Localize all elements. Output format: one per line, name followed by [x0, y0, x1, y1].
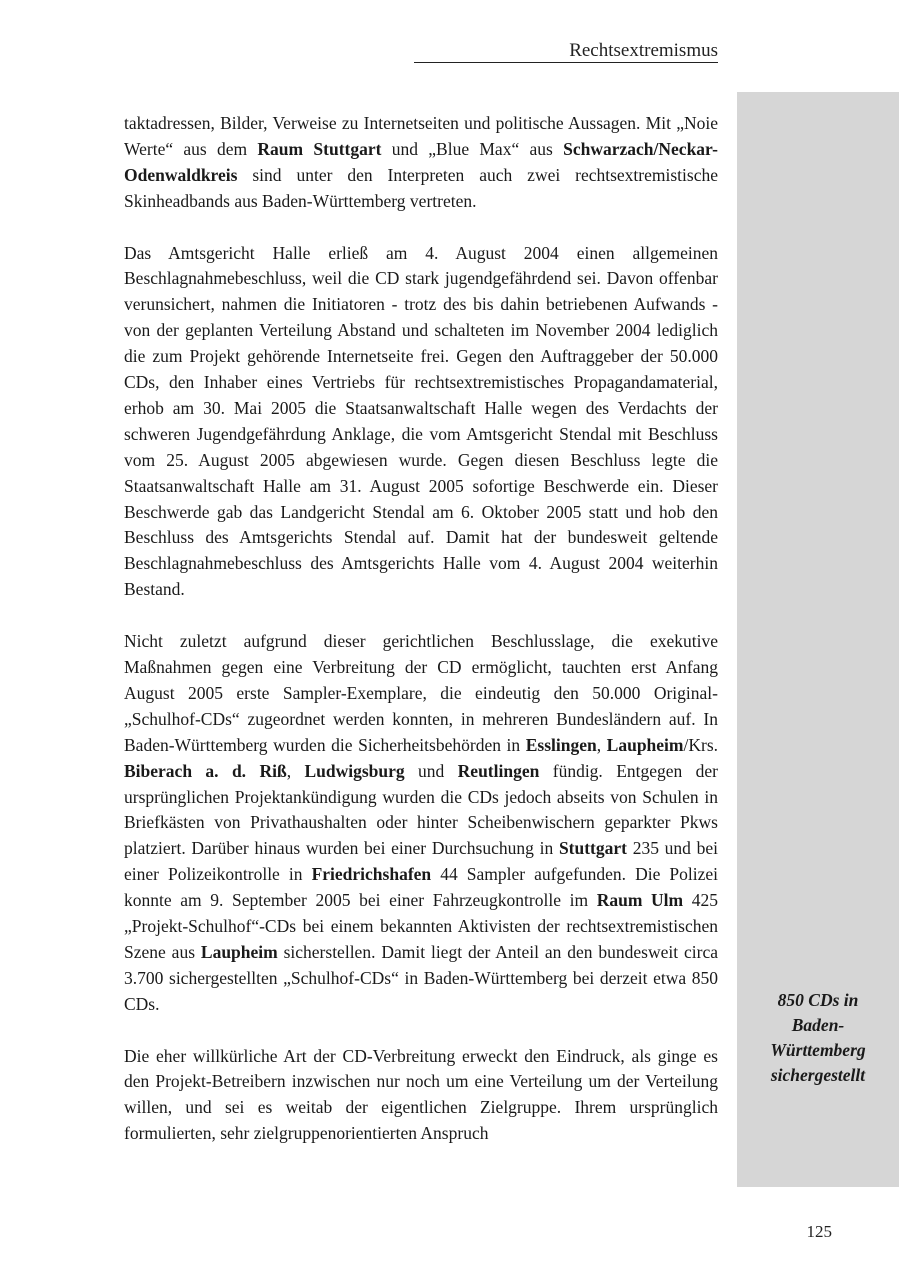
- page-number: 125: [806, 1222, 832, 1241]
- paragraph: [124, 111, 718, 215]
- place-name: Reutlingen: [457, 760, 540, 781]
- text-run: /Krs.: [683, 734, 719, 755]
- place-name: Biberach a. d. Riß: [124, 760, 287, 781]
- place-name: Schwarzach/Neckar-Odenwaldkreis: [124, 138, 718, 185]
- place-name: Ludwigsburg: [304, 760, 405, 781]
- sidenote-line: sichergestellt: [770, 1065, 866, 1085]
- text-run: taktadressen, Bilder, Verweise zu Internetseiten und politische Aussagen. Mit „Noie Werte“ aus dem: [124, 113, 718, 159]
- text-run: 44 Sampler aufgefunden. Die Polizei konnte am 9. September 2005 bei einer Fahrzeugkontrolle im: [124, 864, 719, 911]
- place-name: Esslingen: [525, 734, 597, 755]
- text-run: 425 „Projekt-Schulhof“-CDs bei einem bekannten Aktivisten der rechtsextremistischen Szene aus: [124, 890, 718, 962]
- body-text: [124, 111, 718, 1173]
- text-run: und „Blue Max“ aus: [381, 138, 564, 159]
- text-run: fündig. Entgegen der ursprünglichen Projektankündigung wurden die CDs jedoch abseits von Schulen in Briefkästen von Privathaushalten oder hinter Scheibenwischern geparkter Pkws platziert. Darüber hinaus wurden bei einer Durchsuchung in: [124, 760, 719, 859]
- paragraph: [124, 1044, 718, 1148]
- text-run: 235 und bei einer Polizeikontrolle in: [124, 838, 718, 885]
- place-name: Raum Stuttgart: [257, 138, 382, 159]
- paragraph: [124, 241, 718, 604]
- place-name: Laupheim: [606, 734, 684, 755]
- text-run: sicherstellen. Damit liegt der Anteil an den bundesweit circa 3.700 sichergestellten „Schulhof-CDs“ in Baden-Württemberg bei derzeit etwa 850 CDs.: [124, 941, 718, 1014]
- text-run: Nicht zuletzt aufgrund dieser gerichtlichen Beschlusslage, die exekutive Maßnahmen gegen eine Verbreitung der CD ermöglicht, tauchten erst Anfang August 2005 erste Sampler-Exemplare, die eindeutig den 50.000 Original-„Schulhof-CDs“ zugeordnet werden konnten, in mehreren Bundesländern auf. In Baden-Württemberg wurden die Sicherheitsbehörden in: [124, 631, 718, 755]
- paragraph: [124, 629, 718, 1018]
- sidenote-line: Baden-: [791, 1015, 845, 1035]
- text-run: Das Amtsgericht Halle erließ am 4. August 2004 einen allgemeinen Beschlagnahmebeschluss, weil die CD stark jugendgefährdend sei. Davon offenbar verunsichert, nahmen die Initiatoren - trotz des bis dahin betriebenen Aufwands - von der geplanten Verteilung Abstand und schalteten im November 2004 lediglich die zum Projekt gehörende Internetseite frei. Gegen den Auftraggeber der 50.000 CDs, den Inhaber eines Vertriebs für rechtsextremistisches Propagandamaterial, erhob am 30. Mai 2005 die Staatsanwaltschaft Halle wegen des Verdachts der schweren Jugendgefährdung Anklage, die vom Amtsgericht Stendal mit Beschluss vom 25. August 2005 abgewiesen wurde. Gegen diesen Beschluss legte die Staatsanwaltschaft Halle am 31. August 2005 sofortige Beschwerde ein. Dieser Beschwerde gab das Landgericht Stendal am 6. Oktober 2005 statt und hob den Beschluss des Amtsgerichts Stendal auf. Damit hat der bundesweit geltende Beschlagnahmebeschluss des Amtsgerichts Halle vom 4. August 2004 weiterhin Bestand.: [124, 242, 718, 600]
- place-name: Stuttgart: [558, 838, 627, 859]
- sidenote: [737, 988, 899, 1088]
- text-run: ,: [286, 760, 305, 781]
- header-rule: [414, 62, 718, 63]
- running-title: Rechtsextremismus: [569, 40, 718, 61]
- place-name: Friedrichshafen: [311, 864, 432, 885]
- text-run: und: [404, 760, 458, 781]
- text-run: Die eher willkürliche Art der CD-Verbreitung erweckt den Eindruck, als ginge es den Projekt-Betreibern inzwischen nur noch um eine Verteilung um der Verteilung willen, und sei es weitab der eigentlichen Zielgruppe. Ihrem ursprünglich formulierten, sehr zielgruppenorientierten Anspruch: [124, 1045, 718, 1144]
- sidenote-line: Württemberg: [770, 1040, 866, 1060]
- sidenote-line: 850 CDs in: [777, 990, 859, 1010]
- text-run: ,: [596, 734, 607, 755]
- text-run: sind unter den Interpreten auch zwei rechtsextremistische Skinheadbands aus Baden-Württemberg vertreten.: [124, 164, 718, 211]
- place-name: Laupheim: [200, 941, 278, 962]
- place-name: Raum Ulm: [596, 890, 684, 911]
